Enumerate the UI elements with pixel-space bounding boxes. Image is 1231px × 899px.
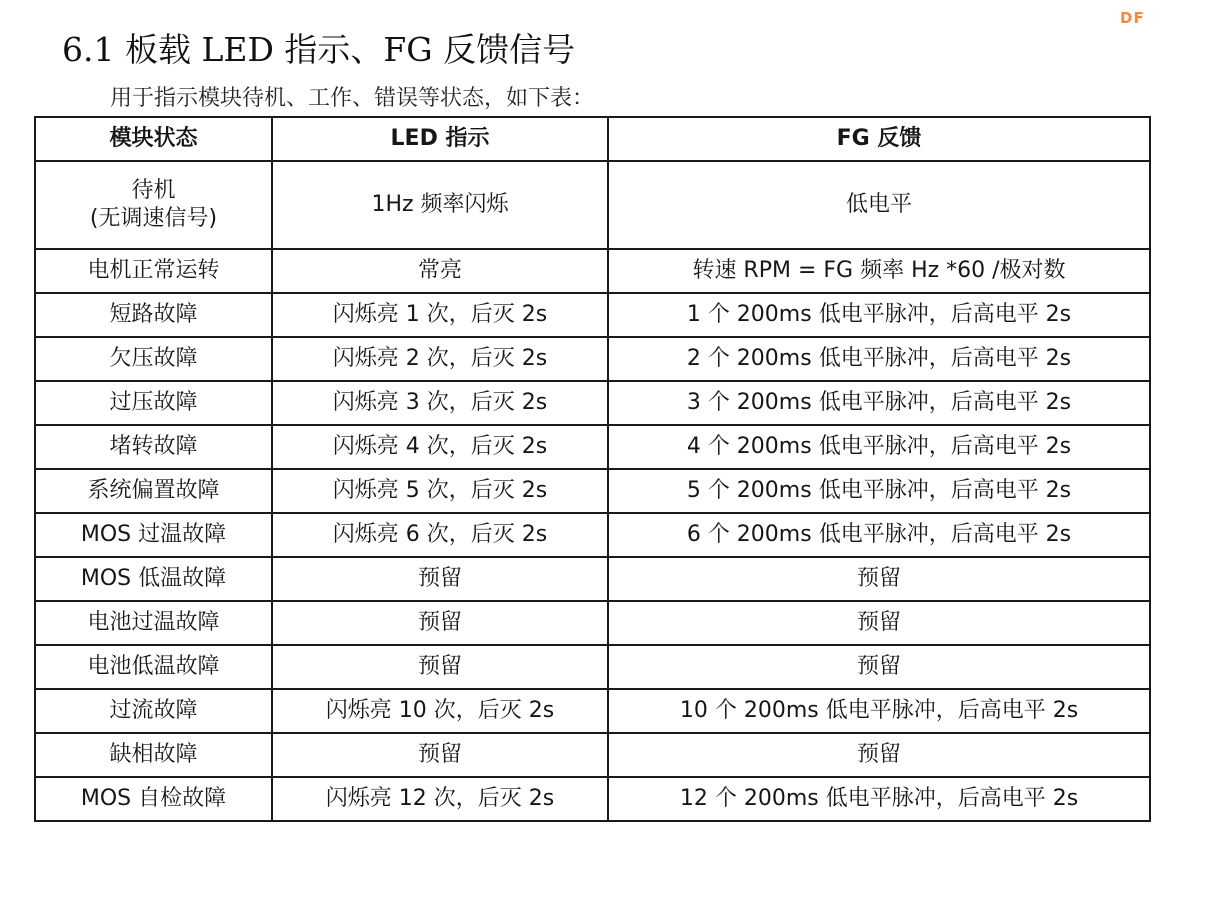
state-cell: 电池低温故障 [35, 645, 272, 689]
header-led-indication: LED 指示 [272, 117, 608, 161]
fg-cell: 预留 [608, 645, 1150, 689]
table-header-row [35, 117, 1150, 161]
led-cell: 闪烁亮 3 次，后灭 2s [272, 381, 608, 425]
state-cell: 过流故障 [35, 689, 272, 733]
fg-cell: 2 个 200ms 低电平脉冲，后高电平 2s [608, 337, 1150, 381]
fg-cell: 1 个 200ms 低电平脉冲，后高电平 2s [608, 293, 1150, 337]
section-heading: 6.1 板载 LED 指示、FG 反馈信号 [62, 30, 576, 69]
table-row [35, 557, 1150, 601]
fg-cell: 10 个 200ms 低电平脉冲，后高电平 2s [608, 689, 1150, 733]
fg-cell: 6 个 200ms 低电平脉冲，后高电平 2s [608, 513, 1150, 557]
table-row [35, 601, 1150, 645]
table-row [35, 293, 1150, 337]
table-row [35, 381, 1150, 425]
table-row [35, 513, 1150, 557]
fg-cell: 4 个 200ms 低电平脉冲，后高电平 2s [608, 425, 1150, 469]
led-cell: 闪烁亮 5 次，后灭 2s [272, 469, 608, 513]
status-table [34, 116, 1151, 822]
table-row [35, 425, 1150, 469]
fg-cell: 预留 [608, 733, 1150, 777]
led-cell: 闪烁亮 1 次，后灭 2s [272, 293, 608, 337]
state-cell: 过压故障 [35, 381, 272, 425]
state-cell: MOS 过温故障 [35, 513, 272, 557]
table-row [35, 645, 1150, 689]
header-module-state: 模块状态 [35, 117, 272, 161]
led-cell: 常亮 [272, 249, 608, 293]
state-cell: 短路故障 [35, 293, 272, 337]
state-cell: MOS 低温故障 [35, 557, 272, 601]
table-row [35, 337, 1150, 381]
state-line-2: (无调速信号) [89, 206, 218, 231]
led-cell: 预留 [272, 557, 608, 601]
led-cell: 闪烁亮 2 次，后灭 2s [272, 337, 608, 381]
fg-cell: 5 个 200ms 低电平脉冲，后高电平 2s [608, 469, 1150, 513]
led-cell: 预留 [272, 601, 608, 645]
state-cell: MOS 自检故障 [35, 777, 272, 821]
state-cell: 缺相故障 [35, 733, 272, 777]
led-cell: 预留 [272, 645, 608, 689]
table-row [35, 733, 1150, 777]
intro-text: 用于指示模块待机、工作、错误等状态，如下表： [110, 86, 595, 111]
fg-cell: 低电平 [608, 161, 1150, 249]
watermark-logo: DF [1120, 9, 1145, 27]
table-row-standby [35, 161, 1150, 249]
led-cell: 闪烁亮 6 次，后灭 2s [272, 513, 608, 557]
led-cell: 预留 [272, 733, 608, 777]
state-cell: 电池过温故障 [35, 601, 272, 645]
table-row [35, 777, 1150, 821]
led-cell: 闪烁亮 10 次，后灭 2s [272, 689, 608, 733]
state-cell: 电机正常运转 [35, 249, 272, 293]
fg-cell: 预留 [608, 557, 1150, 601]
state-line-1: 待机 [131, 178, 176, 203]
state-cell: 系统偏置故障 [35, 469, 272, 513]
fg-cell: 预留 [608, 601, 1150, 645]
led-cell: 1Hz 频率闪烁 [272, 161, 608, 249]
fg-cell: 3 个 200ms 低电平脉冲，后高电平 2s [608, 381, 1150, 425]
table-row [35, 249, 1150, 293]
state-cell: 堵转故障 [35, 425, 272, 469]
led-cell: 闪烁亮 4 次，后灭 2s [272, 425, 608, 469]
table-row [35, 469, 1150, 513]
fg-cell: 12 个 200ms 低电平脉冲，后高电平 2s [608, 777, 1150, 821]
fg-cell: 转速 RPM = FG 频率 Hz *60 /极对数 [608, 249, 1150, 293]
state-cell: 欠压故障 [35, 337, 272, 381]
led-cell: 闪烁亮 12 次，后灭 2s [272, 777, 608, 821]
header-fg-feedback: FG 反馈 [608, 117, 1150, 161]
table-row [35, 689, 1150, 733]
state-cell [35, 161, 272, 249]
